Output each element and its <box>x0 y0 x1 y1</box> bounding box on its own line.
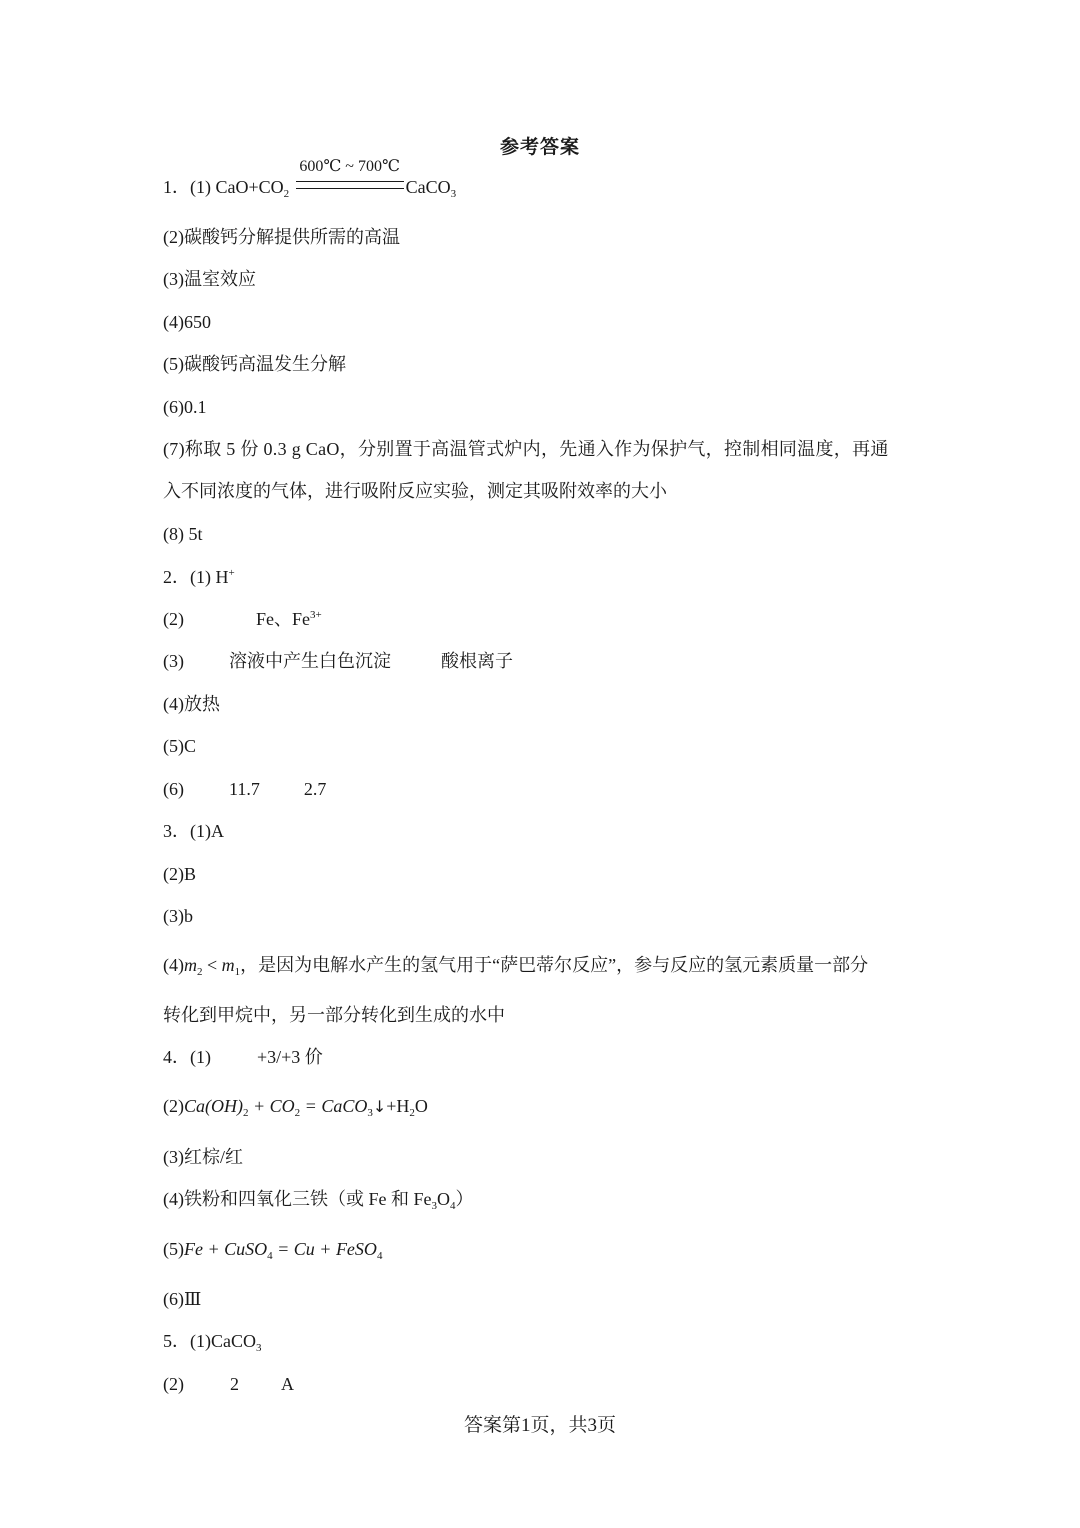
q4-line-4: (4)铁粉和四氧化三铁（或 Fe 和 $Fe_3O_4$） <box>163 1189 474 1212</box>
q2-line-3: (3) 溶液中产生白色沉淀 酸根离子 <box>163 651 513 671</box>
q3-line-4: $(4)m_2 < m_1$，是因为电解水产生的氢气用于“萨巴蒂尔反应”，参与反应的氢元素质量一部分 <box>163 955 869 978</box>
q1-line-5: (5)碳酸钙高温发生分解 <box>163 354 346 374</box>
q5-line-2: (2) 2 A <box>163 1374 294 1394</box>
q3-line-2: (2)B <box>163 864 196 884</box>
reaction-condition <box>296 158 404 200</box>
q4-line-3: (3)红棕/红 <box>163 1147 243 1167</box>
q3-line-3: (3)b <box>163 906 193 926</box>
q1-reactants: 1．(1) CaO+CO <box>163 177 284 197</box>
q4-line-2: $(2)Ca(OH)_2 + CO_2$ = $CaCO_3↓+H_2O$ <box>163 1096 428 1119</box>
q4-line-5: (5)Fe + CuSO$_4$ = Cu + FeSO$_4$ <box>163 1239 383 1262</box>
q2-line-2: (2) Fe、$Fe^{3+}$ <box>163 609 322 629</box>
q2-line-4: (4)放热 <box>163 694 220 714</box>
q2-line-1: 2．(1) H+ <box>163 567 235 587</box>
q4-line-1: 4．(1) +3/+3 价 <box>163 1047 323 1067</box>
q2-line-6: (6) 11.7 2.7 <box>163 779 327 799</box>
page-footer: 答案第1页，共3页 <box>463 1415 616 1436</box>
q1-line-2: (2)碳酸钙分解提供所需的高温 <box>163 227 400 247</box>
q1-line-6: (6)0.1 <box>163 397 207 417</box>
q1-product: CaCO <box>405 177 451 197</box>
q1-line-7a: (7)称取 5 份 0.3 g CaO，分别置于高温管式炉内，先通入作为保护气，控制相同温度，再通 <box>163 439 889 459</box>
q2-line-5: (5)C <box>163 736 196 756</box>
q1-line-7b: 入不同浓度的气体，进行吸附反应实验，测定其吸附效率的大小 <box>163 481 667 501</box>
page-title: 参考答案 <box>499 137 580 158</box>
double-equals-sign <box>296 181 404 189</box>
q1-line-8: (8) 5t <box>163 524 203 544</box>
q3-line-5: 转化到甲烷中，另一部分转化到生成的水中 <box>163 1005 505 1025</box>
precipitate-arrow-icon: ↓ <box>372 1097 387 1116</box>
q1-line-1: 1．(1) $CaO+CO_2$ 600℃ ~ 700℃ CaCO$_3$ <box>163 174 456 200</box>
q1-line-4: (4)650 <box>163 312 211 332</box>
q1-line-3: (3)温室效应 <box>163 269 256 289</box>
q4-line-6: (6)Ⅲ <box>163 1289 202 1309</box>
q5-line-1: 5．(1)CaCO$_3$ <box>163 1331 262 1354</box>
reaction-condition-text: 600℃ ~ 700℃ <box>299 158 400 175</box>
q3-line-1: 3．(1)A <box>163 821 224 841</box>
